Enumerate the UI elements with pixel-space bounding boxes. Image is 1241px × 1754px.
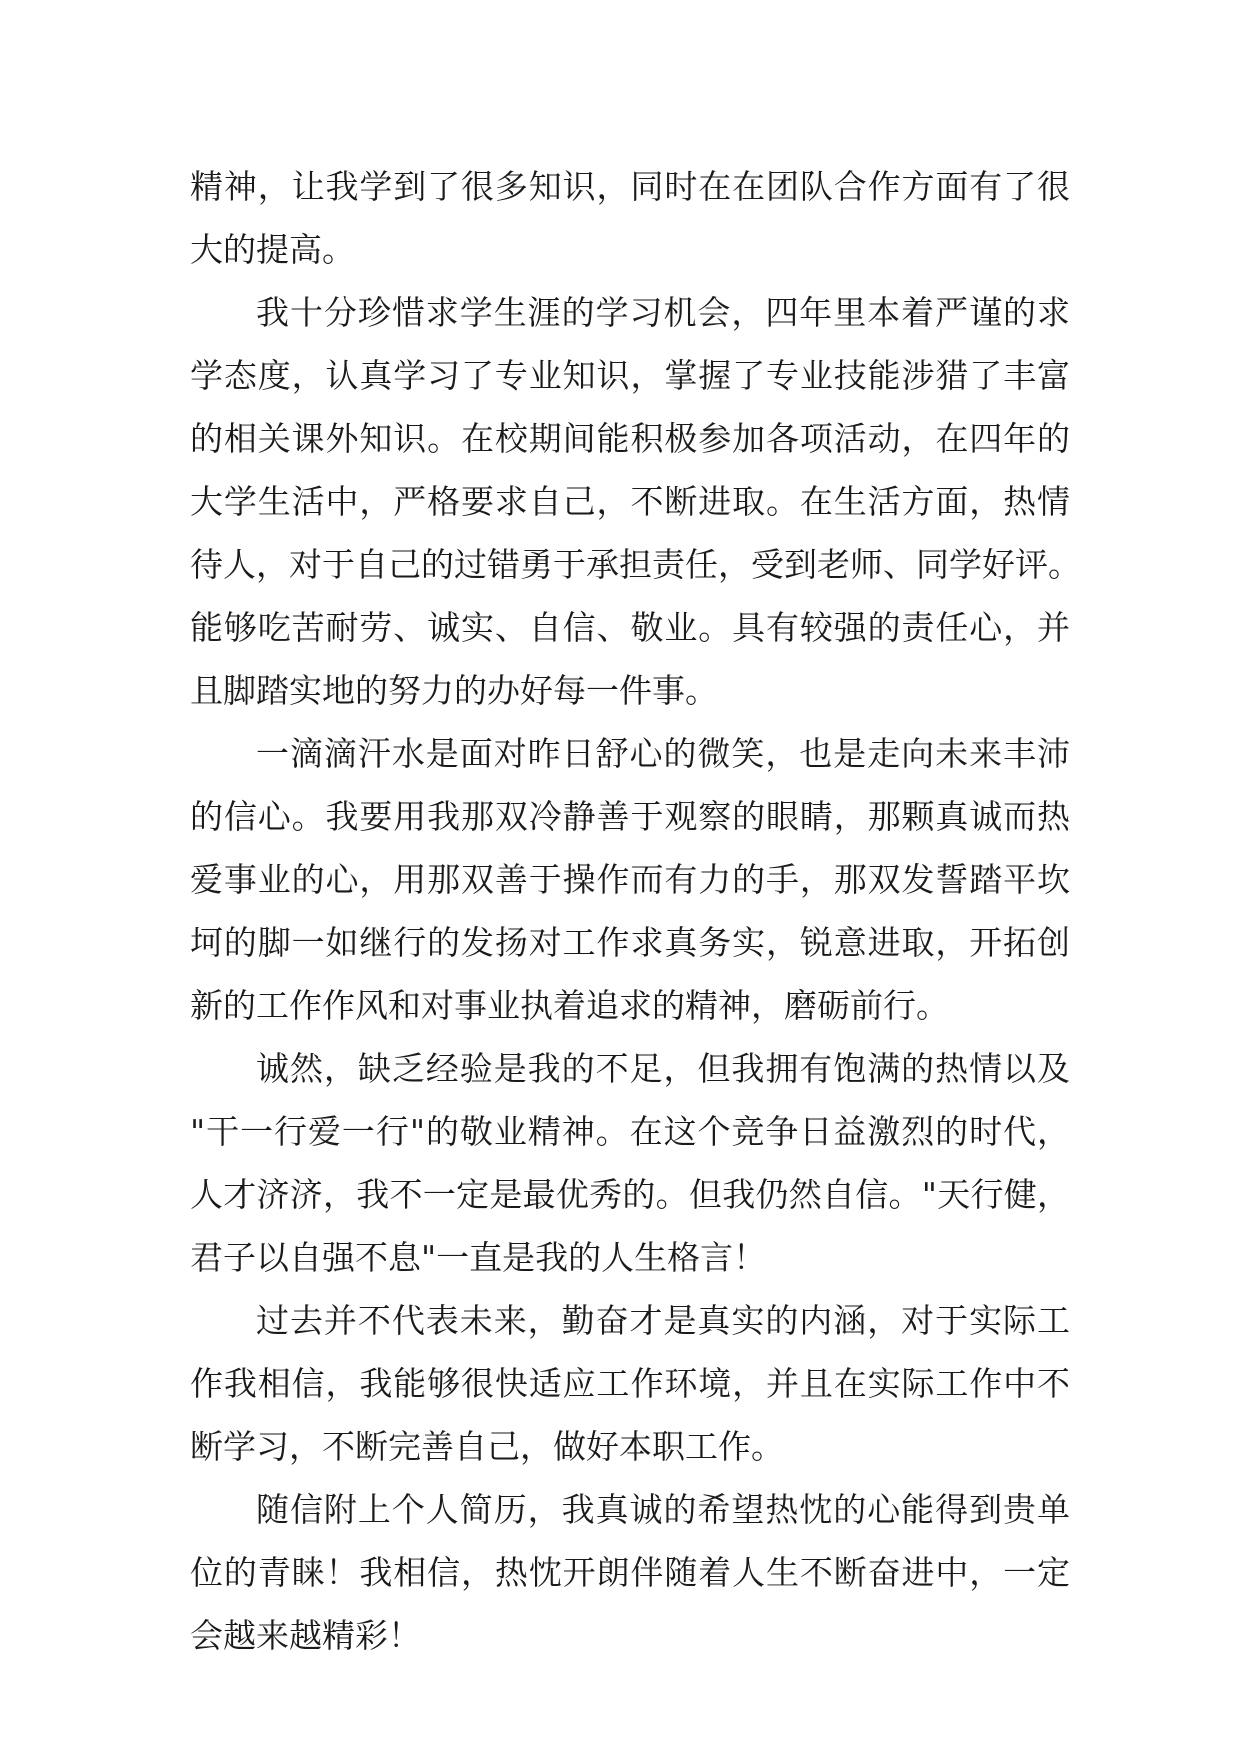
text-line: "干一行爱一行"的敬业精神。在这个竞争日益激烈的时代， (190, 1112, 1070, 1151)
text-line: 精神，让我学到了很多知识，同时在在团队合作方面有了很 (190, 167, 1070, 206)
text-line: 君子以自强不息"一直是我的人生格言！ (190, 1238, 767, 1277)
text-line: 坷的脚一如继行的发扬对工作求真务实，锐意进取，开拓创 (190, 923, 1070, 962)
text-line: 随信附上个人简历，我真诚的希望热忱的心能得到贵单 (256, 1490, 1070, 1529)
text-line: 位的青睐！我相信，热忱开朗伴随着人生不断奋进中，一定 (190, 1553, 1070, 1592)
text-line: 且脚踏实地的努力的办好每一件事。 (190, 671, 718, 710)
text-line: 作我相信，我能够很快适应工作环境，并且在实际工作中不 (190, 1364, 1070, 1403)
text-line: 诚然，缺乏经验是我的不足，但我拥有饱满的热情以及 (256, 1049, 1070, 1088)
text-line: 的信心。我要用我那双冷静善于观察的眼睛，那颗真诚而热 (190, 797, 1070, 836)
text-line: 人才济济，我不一定是最优秀的。但我仍然自信。"天行健， (190, 1175, 1070, 1214)
text-line: 大学生活中，严格要求自己，不断进取。在生活方面，热情 (190, 482, 1070, 521)
text-line: 断学习，不断完善自己，做好本职工作。 (190, 1427, 784, 1466)
text-line: 的相关课外知识。在校期间能积极参加各项活动，在四年的 (190, 419, 1070, 458)
text-line: 能够吃苦耐劳、诚实、自信、敬业。具有较强的责任心，并 (190, 608, 1070, 647)
text-line: 一滴滴汗水是面对昨日舒心的微笑，也是走向未来丰沛 (256, 734, 1070, 773)
letter-body (190, 155, 1081, 1667)
text-line: 待人，对于自己的过错勇于承担责任，受到老师、同学好评。 (190, 545, 1081, 584)
text-line: 大的提高。 (190, 230, 355, 269)
text-line: 会越来越精彩！ (190, 1616, 421, 1655)
text-line: 新的工作作风和对事业执着追求的精神，磨砺前行。 (190, 986, 949, 1025)
text-line: 过去并不代表未来，勤奋才是真实的内涵，对于实际工 (256, 1301, 1070, 1340)
text-line: 我十分珍惜求学生涯的学习机会，四年里本着严谨的求 (256, 293, 1070, 332)
text-line: 爱事业的心，用那双善于操作而有力的手，那双发誓踏平坎 (190, 860, 1070, 899)
text-line: 学态度，认真学习了专业知识，掌握了专业技能涉猎了丰富 (190, 356, 1070, 395)
